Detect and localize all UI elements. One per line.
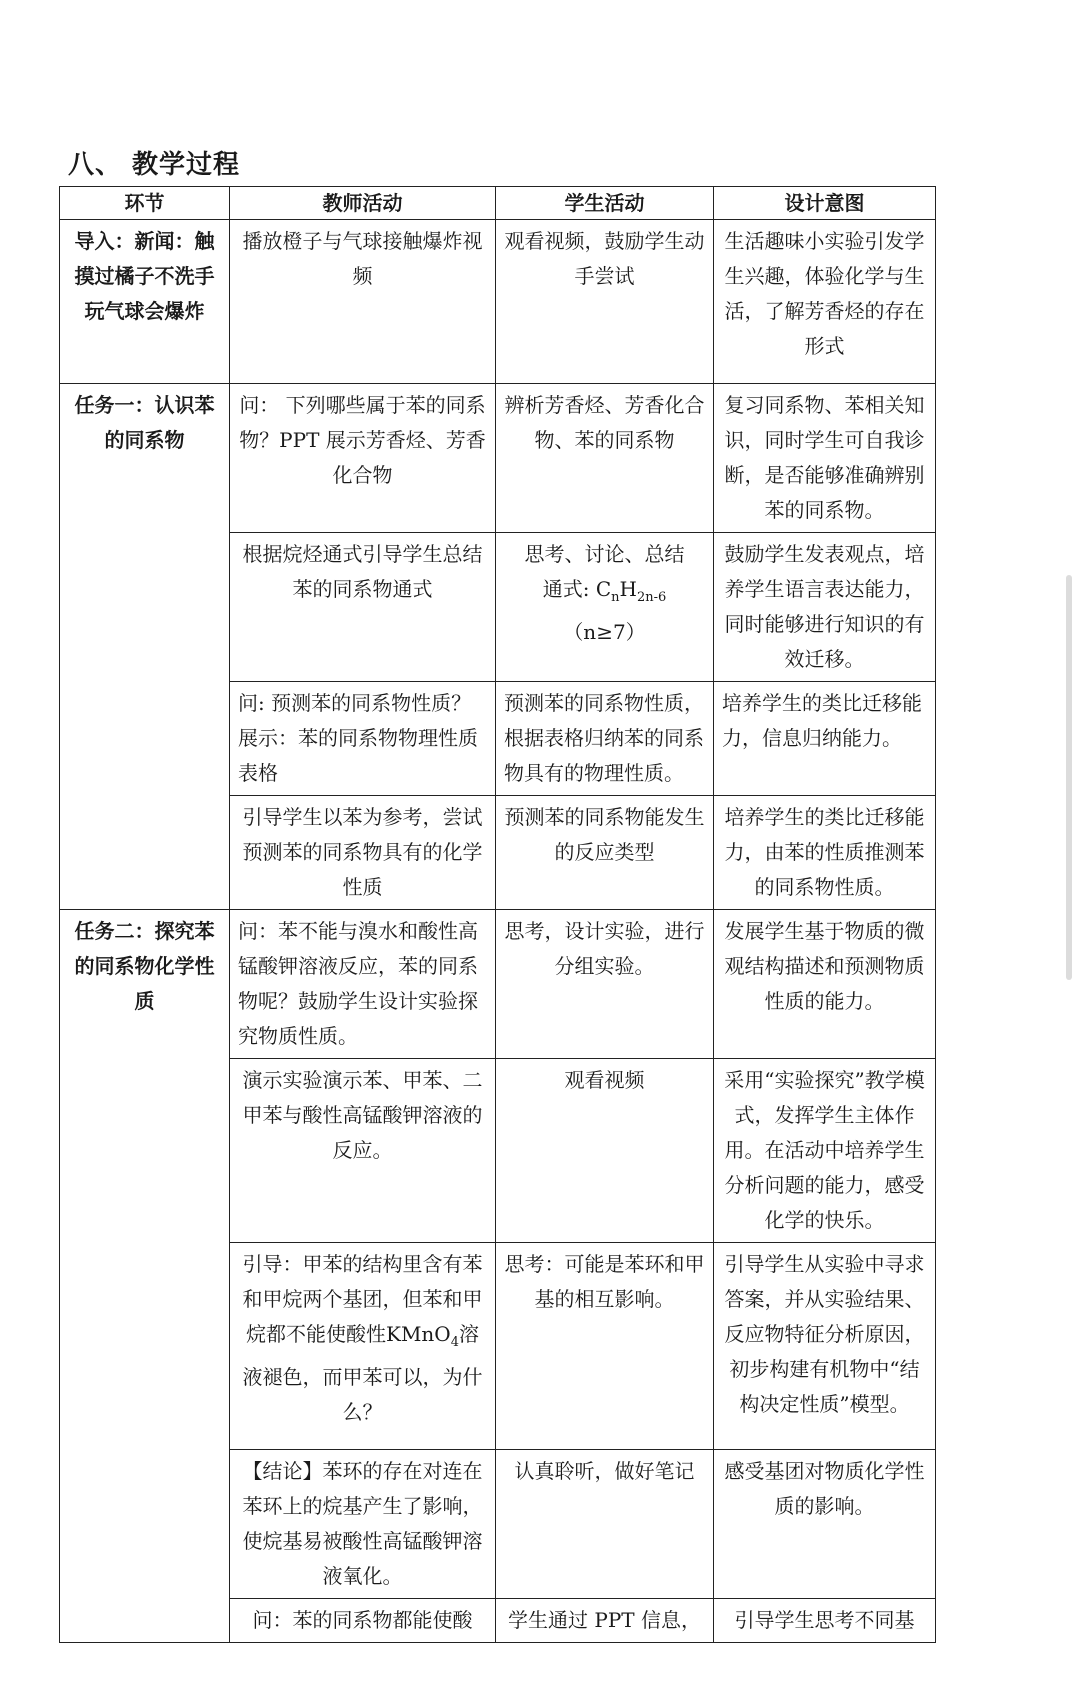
- column-header-student: 学生活动: [496, 187, 714, 220]
- teacher-cell-text: 引导：甲苯的结构里含有苯和甲烷两个基团，但苯和甲烷都不能使酸性: [242, 1252, 483, 1346]
- column-header-stage: 环节: [60, 187, 230, 220]
- kmno4-formula: KMnO: [386, 1322, 451, 1346]
- formula-subscript: 2n-6: [636, 590, 667, 605]
- intent-cell: 发展学生基于物质的微观结构描述和预测物质性质的能力。: [714, 910, 936, 1059]
- stage-cell: 导入：新闻：触摸过橘子不洗手玩气球会爆炸: [60, 220, 230, 384]
- student-cell: 预测苯的同系物能发生的反应类型: [496, 796, 714, 910]
- table-header-row: [60, 187, 936, 220]
- intent-cell: 引导学生思考不同基: [714, 1599, 936, 1643]
- scrollbar[interactable]: [1066, 575, 1072, 980]
- formula-text: （n≥7）: [563, 620, 646, 644]
- intent-cell: 采用“实验探究”教学模式，发挥学生主体作用。在活动中培养学生分析问题的能力，感受化学的快乐。: [714, 1059, 936, 1243]
- table-row: [60, 384, 936, 533]
- formula-text: H: [619, 577, 637, 601]
- teacher-cell: 问：苯不能与溴水和酸性高锰酸钾溶液反应，苯的同系物呢？鼓励学生设计实验探究物质性质。: [230, 910, 496, 1059]
- stage-cell: 任务一：认识苯的同系物: [60, 384, 230, 910]
- student-cell: 思考，设计实验，进行分组实验。: [496, 910, 714, 1059]
- student-cell: 预测苯的同系物性质，根据表格归纳苯的同系物具有的物理性质。: [496, 682, 714, 796]
- table-row: [60, 220, 936, 384]
- intent-cell: 生活趣味小实验引发学生兴趣，体验化学与生活，了解芳香烃的存在形式: [714, 220, 936, 384]
- student-cell-line: 思考、讨论、总结: [524, 542, 685, 566]
- teaching-process-table: [59, 186, 936, 1643]
- formula-text: 通式: C: [542, 577, 612, 601]
- student-cell: 认真聆听，做好笔记: [496, 1450, 714, 1599]
- stage-cell: 任务二：探究苯的同系物化学性质: [60, 910, 230, 1643]
- intent-cell: 感受基团对物质化学性质的影响。: [714, 1450, 936, 1599]
- teacher-cell: 播放橙子与气球接触爆炸视频: [230, 220, 496, 384]
- column-header-teacher: 教师活动: [230, 187, 496, 220]
- intent-cell: 培养学生的类比迁移能力，由苯的性质推测苯的同系物性质。: [714, 796, 936, 910]
- student-cell: 辨析芳香烃、芳香化合物、苯的同系物: [496, 384, 714, 533]
- student-cell: 学生通过 PPT 信息，: [496, 1599, 714, 1643]
- student-cell: 观看视频，鼓励学生动手尝试: [496, 220, 714, 384]
- column-header-intent: 设计意图: [714, 187, 936, 220]
- intent-cell: 引导学生从实验中寻求答案，并从实验结果、反应物特征分析原因，初步构建有机物中“结构决定性质”模型。: [714, 1243, 936, 1450]
- intent-cell: 培养学生的类比迁移能力，信息归纳能力。: [714, 682, 936, 796]
- teacher-cell: 【结论】苯环的存在对连在苯环上的烷基产生了影响，使烷基易被酸性高锰酸钾溶液氧化。: [230, 1450, 496, 1599]
- teacher-cell-text: 溶液褪色，而甲苯可以，为什么？: [242, 1322, 483, 1424]
- teacher-cell: 引导学生以苯为参考，尝试预测苯的同系物具有的化学性质: [230, 796, 496, 910]
- intent-cell: 复习同系物、苯相关知识，同时学生可自我诊断，是否能够准确辨别苯的同系物。: [714, 384, 936, 533]
- formula-subscript: 4: [450, 1335, 459, 1350]
- formula-subscript: n: [611, 590, 620, 605]
- student-cell: [496, 533, 714, 682]
- teacher-cell: 问：苯的同系物都能使酸: [230, 1599, 496, 1643]
- general-formula: [504, 572, 705, 650]
- table-row: [60, 910, 936, 1059]
- teacher-cell: 演示实验演示苯、甲苯、二甲苯与酸性高锰酸钾溶液的反应。: [230, 1059, 496, 1243]
- intent-cell: 鼓励学生发表观点，培养学生语言表达能力，同时能够进行知识的有效迁移。: [714, 533, 936, 682]
- teacher-cell: 根据烷烃通式引导学生总结苯的同系物通式: [230, 533, 496, 682]
- teacher-cell: 问: 预测苯的同系物性质？展示：苯的同系物物理性质表格: [230, 682, 496, 796]
- teacher-cell: [230, 1243, 496, 1450]
- teacher-cell: 问： 下列哪些属于苯的同系物？PPT 展示芳香烃、芳香化合物: [230, 384, 496, 533]
- student-cell: 思考：可能是苯环和甲基的相互影响。: [496, 1243, 714, 1450]
- section-heading: 八、 教学过程: [68, 150, 241, 180]
- student-cell: 观看视频: [496, 1059, 714, 1243]
